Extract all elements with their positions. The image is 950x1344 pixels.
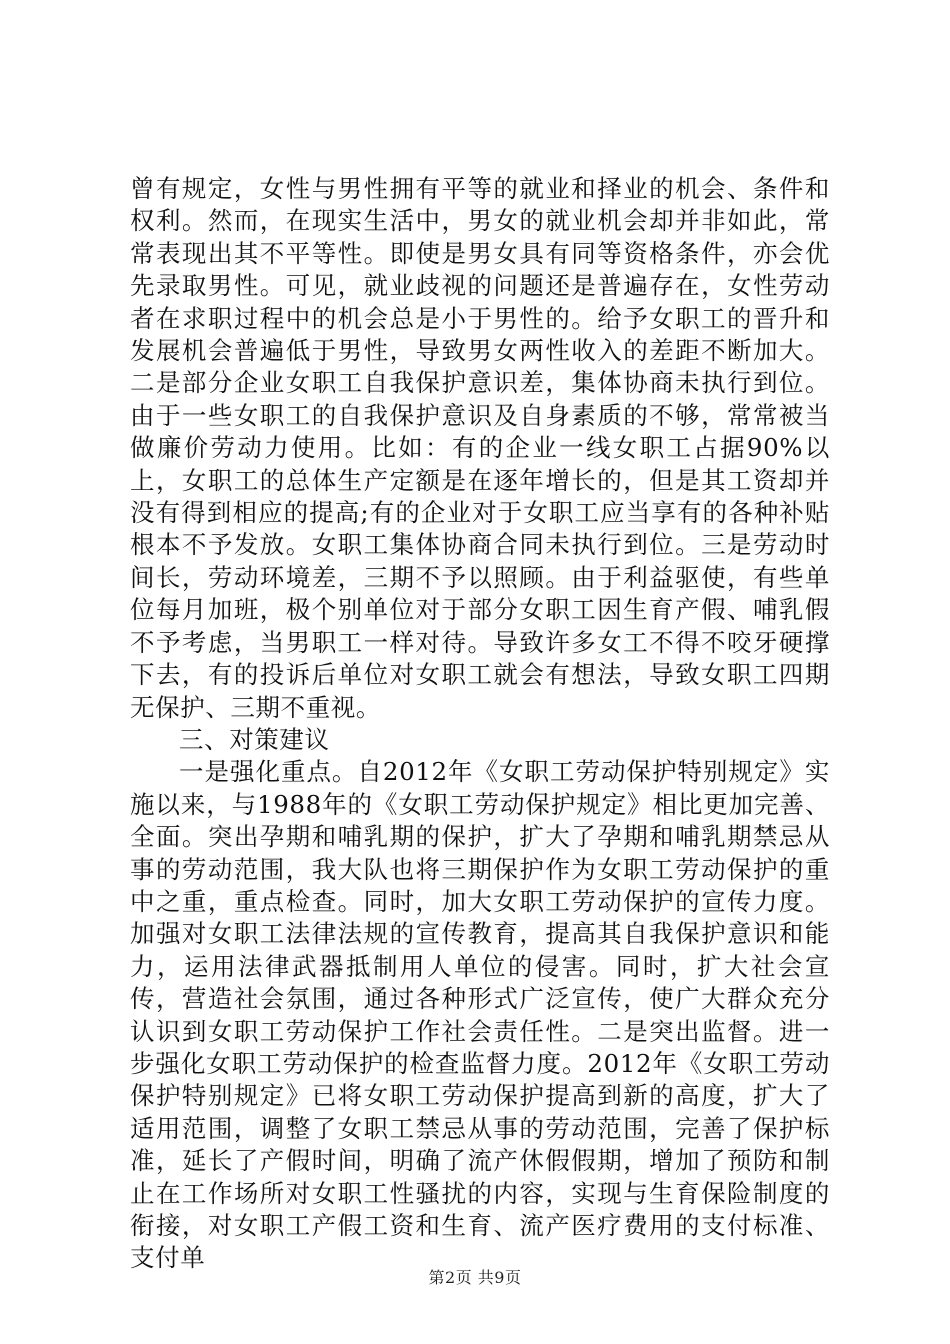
page-number-footer: 第2页 共9页 [428,1268,522,1287]
section-heading: 三、对策建议 [179,724,330,754]
paragraph-countermeasures: 一是强化重点。自2012年《女职工劳动保护特别规定》实施以来，与1988年的《女职工劳动保护规定》相比更加完善、全面。突出孕期和哺乳期的保护，扩大了孕期和哺乳期禁忌从事的劳动范围，我大队也将三期保护作为女职工劳动保护的重中之重，重点检查。同时，加大女职工劳动保护的宣传力度。加强对女职工法律法规的宣传教育，提高其自我保护意识和能力，运用法律武器抵制用人单位的侵害。同时，扩大社会宣传，营造社会氛围，通过各种形式广泛宣传，使广大群众充分认识到女职工劳动保护工作社会责任性。二是突出监督。进一步强化女职工劳动保护的检查监督力度。2012年《女职工劳动保护特别规定》已将女职工劳动保护提高到新的高度，扩大了适用范围，调整了女职工禁忌从事的劳动范围，完善了保护标准，延长了产假时间，明确了流产休假假期，增加了预防和制止在工作场所对女职工性骚扰的内容，实现与生育保险制度的衔接，对女职工产假工资和生育、流产医疗费用的支付标准、支付单 [130,757,830,1273]
paragraph-continuation: 曾有规定，女性与男性拥有平等的就业和择业的机会、条件和权利。然而，在现实生活中，男女的就业机会却并非如此，常常表现出其不平等性。即使是男女具有同等资格条件，亦会优先录取男性。可见，就业歧视的问题还是普遍存在，女性劳动者在求职过程中的机会总是小于男性的。给予女职工的晋升和发展机会普遍低于男性，导致男女两性收入的差距不断加大。二是部分企业女职工自我保护意识差，集体协商未执行到位。由于一些女职工的自我保护意识及自身素质的不够，常常被当做廉价劳动力使用。比如：有的企业一线女职工占据90%以上，女职工的总体生产定额是在逐年增长的，但是其工资却并没有得到相应的提高;有的企业对于女职工应当享有的各种补贴根本不予发放。女职工集体协商合同未执行到位。三是劳动时间长，劳动环境差，三期不予以照顾。由于利益驱使，有些单位每月加班，极个别单位对于部分女职工因生育产假、哺乳假不予考虑，当男职工一样对待。导致许多女工不得不咬牙硬撑下去，有的投诉后单位对女职工就会有想法，导致女职工四期无保护、三期不重视。 [130,174,830,722]
document-body [130,173,830,1275]
